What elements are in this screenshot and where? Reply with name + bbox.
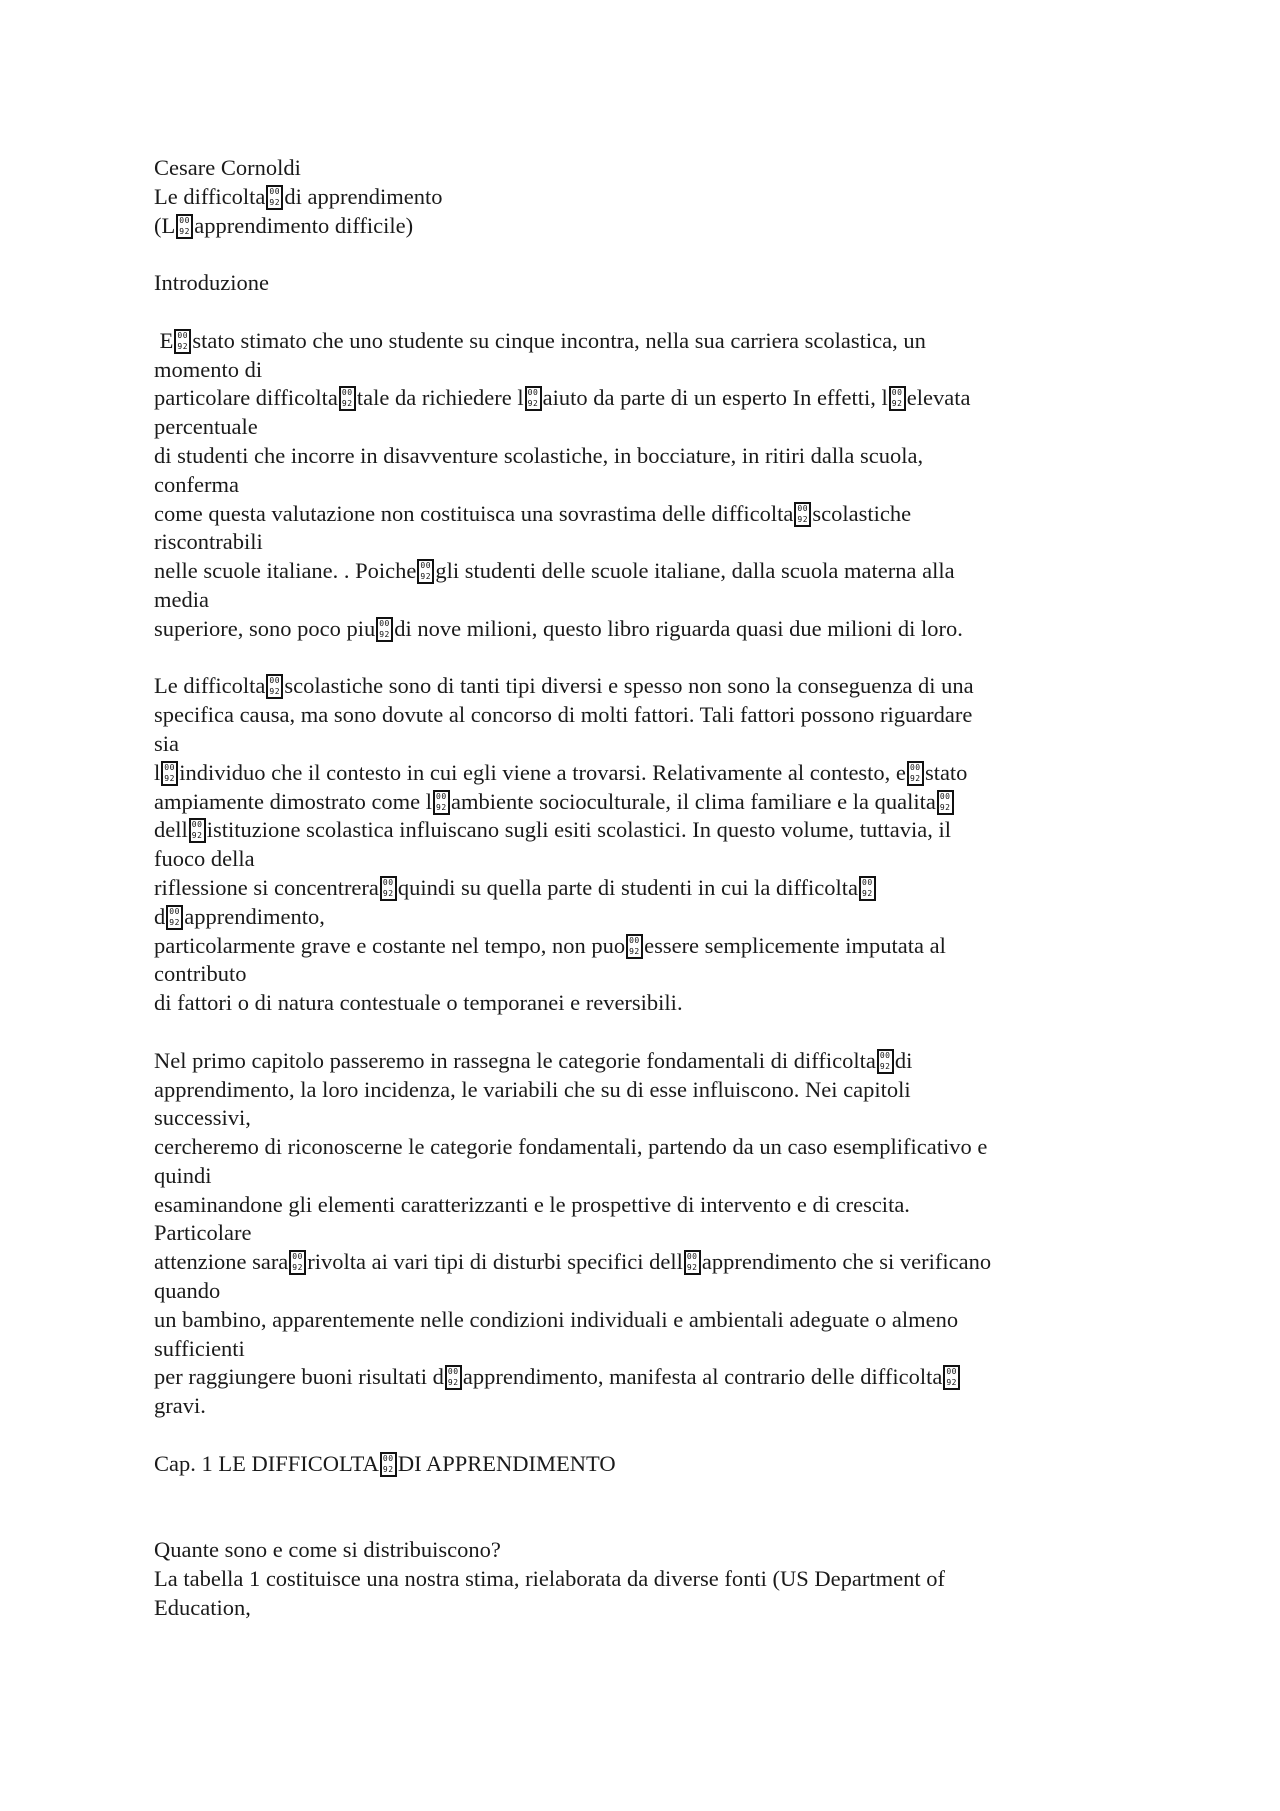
text-line: dell00 92 istituzione scolastica influiscano sugli esiti scolastici. In questo volume, tuttavia, il xyxy=(154,816,1144,845)
text-line: cercheremo di riconoscerne le categorie fondamentali, partendo da un caso esemplificativo e xyxy=(154,1134,988,1160)
text-line: d00 92 apprendimento, xyxy=(154,903,1144,932)
missing-glyph-icon xyxy=(445,1365,462,1390)
missing-glyph-icon xyxy=(907,761,924,786)
text-line: sufficienti xyxy=(154,1335,245,1361)
spacer xyxy=(154,298,1144,327)
text-line: nelle scuole italiane. . Poiche00 92 gli studenti delle scuole italiane, dalla scuola materna alla xyxy=(154,557,1144,586)
spacer xyxy=(154,240,1144,269)
missing-glyph-icon xyxy=(266,674,283,699)
missing-glyph-icon xyxy=(189,818,206,843)
missing-glyph-icon xyxy=(943,1365,960,1390)
text-line: E00 92 stato stimato che uno studente su cinque incontra, nella sua carriera scolastica, un xyxy=(154,327,1144,356)
text-line: Le difficolta00 92 scolastiche sono di tanti tipi diversi e spesso non sono la conseguenza di una xyxy=(154,672,1144,701)
missing-glyph-icon xyxy=(161,761,178,786)
paragraph-1 xyxy=(154,327,1144,644)
text-line: come questa valutazione non costituisca una sovrastima delle difficolta00 92 scolastiche xyxy=(154,500,1144,529)
document-header xyxy=(154,154,1144,240)
text-line: particolarmente grave e costante nel tempo, non puo00 92 essere semplicemente imputata al xyxy=(154,932,1144,961)
missing-glyph-icon xyxy=(417,559,434,584)
spacer xyxy=(154,644,1144,673)
missing-glyph-icon xyxy=(174,329,191,354)
text-line: Particolare xyxy=(154,1220,252,1246)
text-line: di studenti che incorre in disavventure scolastiche, in bocciature, in ritiri dalla scuola, xyxy=(154,442,924,468)
spacer xyxy=(154,1479,1144,1537)
missing-glyph-icon xyxy=(289,1250,306,1275)
missing-glyph-icon xyxy=(937,790,954,815)
spacer xyxy=(154,1421,1144,1450)
text-line: attenzione sara00 92 rivolta ai vari tipi di disturbi specifici dell00 92 apprendimento che si verificano xyxy=(154,1248,1144,1277)
paragraph-3 xyxy=(154,1047,1144,1421)
text-line: contributo xyxy=(154,961,247,987)
missing-glyph-icon xyxy=(889,386,906,411)
text-line: conferma xyxy=(154,471,239,497)
text-line: per raggiungere buoni risultati d00 92 apprendimento, manifesta al contrario delle difficolta00 92 xyxy=(154,1363,1144,1392)
missing-glyph-icon xyxy=(376,617,393,642)
subtitle-line: (L00 92 apprendimento difficile) xyxy=(154,212,1144,241)
missing-glyph-icon xyxy=(176,214,193,239)
text-line: l00 92 individuo che il contesto in cui egli viene a trovarsi. Relativamente al contesto, e00 92 stato xyxy=(154,759,1144,788)
text-line: sia xyxy=(154,730,179,756)
text-line: successivi, xyxy=(154,1105,251,1131)
text-line: percentuale xyxy=(154,414,258,440)
text-line: superiore, sono poco piu00 92 di nove milioni, questo libro riguarda quasi due milioni di loro. xyxy=(154,615,1144,644)
text-line: Nel primo capitolo passeremo in rassegna le categorie fondamentali di difficolta00 92 di xyxy=(154,1047,1144,1076)
text-line: media xyxy=(154,586,209,612)
document-page xyxy=(154,154,1144,1623)
text-line: gravi. xyxy=(154,1393,206,1419)
title-line: Le difficolta00 92 di apprendimento xyxy=(154,183,1144,212)
missing-glyph-icon xyxy=(339,386,356,411)
chapter-heading: Cap. 1 LE DIFFICOLTA00 92 DI APPRENDIMENTO xyxy=(154,1450,1144,1479)
missing-glyph-icon xyxy=(166,905,183,930)
author-line: Cesare Cornoldi xyxy=(154,155,301,180)
text-line: momento di xyxy=(154,356,263,382)
text-line: fuoco della xyxy=(154,846,255,872)
text-line: apprendimento, la loro incidenza, le variabili che su di esse influiscono. Nei capitoli xyxy=(154,1076,911,1102)
section-question: Quante sono e come si distribuiscono? xyxy=(154,1537,501,1563)
spacer xyxy=(154,1018,1144,1047)
missing-glyph-icon xyxy=(433,790,450,815)
text-line: particolare difficolta00 92 tale da richiedere l00 92 aiuto da parte di un esperto In effetti, l00 92 elevata xyxy=(154,384,1144,413)
text-line: quindi xyxy=(154,1162,212,1188)
intro-heading: Introduzione xyxy=(154,270,269,296)
missing-glyph-icon xyxy=(794,502,811,527)
text-line: ampiamente dimostrato come l00 92 ambiente socioculturale, il clima familiare e la qualita00 92 xyxy=(154,788,1144,817)
text-line: un bambino, apparentemente nelle condizioni individuali e ambientali adeguate o almeno xyxy=(154,1306,959,1332)
missing-glyph-icon xyxy=(266,185,283,210)
text-line: Education, xyxy=(154,1594,251,1620)
section-intro xyxy=(154,1536,1144,1622)
missing-glyph-icon xyxy=(380,1452,397,1477)
text-line: specifica causa, ma sono dovute al concorso di molti fattori. Tali fattori possono riguardare xyxy=(154,702,973,728)
missing-glyph-icon xyxy=(380,876,397,901)
text-line: quando xyxy=(154,1278,221,1304)
text-line: riflessione si concentrera00 92 quindi su quella parte di studenti in cui la difficolta00 92 xyxy=(154,874,1144,903)
missing-glyph-icon xyxy=(525,386,542,411)
missing-glyph-icon xyxy=(859,876,876,901)
text-line: di fattori o di natura contestuale o temporanei e reversibili. xyxy=(154,990,683,1016)
text-line: riscontrabili xyxy=(154,529,263,555)
missing-glyph-icon xyxy=(626,934,643,959)
missing-glyph-icon xyxy=(877,1049,894,1074)
text-line: esaminandone gli elementi caratterizzanti e le prospettive di intervento e di crescita. xyxy=(154,1191,910,1217)
text-line: La tabella 1 costituisce una nostra stima, rielaborata da diverse fonti (US Department of xyxy=(154,1566,945,1592)
paragraph-2 xyxy=(154,672,1144,1018)
missing-glyph-icon xyxy=(684,1250,701,1275)
